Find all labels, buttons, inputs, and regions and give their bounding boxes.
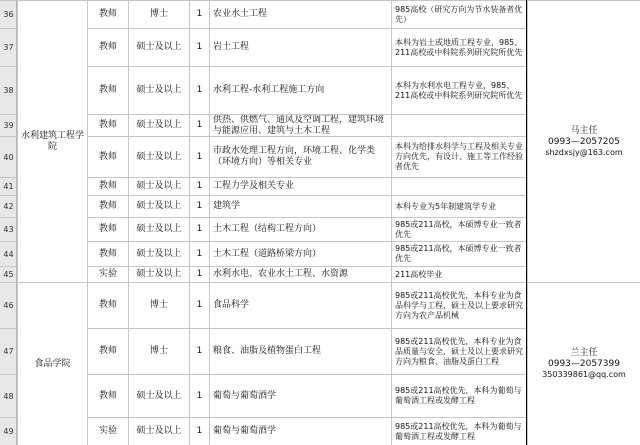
row-number[interactable]: 38 [0, 66, 17, 114]
education-cell[interactable]: 硕士及以上 [128, 114, 189, 136]
requirement-cell[interactable]: 211高校毕业 [391, 266, 527, 282]
contact-name: 兰主任 [570, 348, 598, 358]
major-cell[interactable]: 葡萄与葡萄酒学 [209, 374, 391, 417]
count-cell[interactable]: 1 [189, 195, 209, 217]
education-cell[interactable]: 硕士及以上 [128, 266, 189, 282]
education-cell[interactable]: 硕士及以上 [128, 195, 189, 217]
row-number[interactable]: 45 [0, 266, 17, 282]
row-number[interactable]: 43 [0, 217, 17, 241]
requirement-cell[interactable] [391, 114, 527, 136]
count-cell[interactable]: 1 [189, 0, 209, 28]
count-cell[interactable]: 1 [189, 136, 209, 177]
requirement-cell[interactable]: 985或211高校优先，本科为葡萄与葡萄酒工程或发酵工程 [391, 374, 527, 417]
row-number[interactable]: 44 [0, 241, 17, 266]
row-number[interactable]: 37 [0, 28, 17, 66]
education-cell[interactable]: 硕士及以上 [128, 177, 189, 195]
count-cell[interactable]: 1 [189, 417, 209, 445]
count-cell[interactable]: 1 [189, 177, 209, 195]
contact-phone: 0993—2057399 [548, 359, 620, 369]
count-cell[interactable]: 1 [189, 28, 209, 66]
count-cell[interactable]: 1 [189, 374, 209, 417]
row-number[interactable]: 47 [0, 328, 17, 374]
count-cell[interactable]: 1 [189, 282, 209, 328]
requirement-cell[interactable]: 本科为岩土或地质工程专业，985、211高校或中科院系列研究院所优先 [391, 28, 527, 66]
count-cell[interactable]: 1 [189, 266, 209, 282]
requirement-cell[interactable]: 985高校（研究方向为节水装备者优先） [391, 0, 527, 28]
count-cell[interactable]: 1 [189, 66, 209, 114]
education-cell[interactable]: 博士 [128, 282, 189, 328]
row-number[interactable]: 42 [0, 195, 17, 217]
requirement-cell[interactable]: 本科为水利水电工程专业，985、211高校或中科院系列研究院所优先 [391, 66, 527, 114]
major-cell[interactable]: 市政水处理工程方向，环境工程、化学类（环境方向）等相关专业 [209, 136, 391, 177]
contact-cell-food[interactable] [527, 282, 640, 445]
major-cell[interactable]: 工程力学及相关专业 [209, 177, 391, 195]
major-cell[interactable]: 土木工程（道路桥梁方向） [209, 241, 391, 266]
row-number[interactable]: 41 [0, 177, 17, 195]
staff-type-cell[interactable]: 教师 [87, 66, 128, 114]
row-number[interactable]: 49 [0, 417, 17, 445]
requirement-cell[interactable]: 本科专业为5年制建筑学专业 [391, 195, 527, 217]
requirement-cell[interactable]: 985或211高校，本硕博专业一致者优先 [391, 217, 527, 241]
staff-type-cell[interactable]: 实验 [87, 266, 128, 282]
count-cell[interactable]: 1 [189, 114, 209, 136]
college-cell-water[interactable]: 水利建筑工程学院 [17, 0, 87, 282]
staff-type-cell[interactable]: 实验 [87, 417, 128, 445]
count-cell[interactable]: 1 [189, 328, 209, 374]
major-cell[interactable]: 食品科学 [209, 282, 391, 328]
staff-type-cell[interactable]: 教师 [87, 241, 128, 266]
row-number[interactable]: 48 [0, 374, 17, 417]
staff-type-cell[interactable]: 教师 [87, 28, 128, 66]
staff-type-cell[interactable]: 教师 [87, 328, 128, 374]
major-cell[interactable]: 水利水电、农业水土工程、水资源 [209, 266, 391, 282]
education-cell[interactable]: 博士 [128, 0, 189, 28]
count-cell[interactable]: 1 [189, 241, 209, 266]
major-cell[interactable]: 土木工程（结构工程方向） [209, 217, 391, 241]
staff-type-cell[interactable]: 教师 [87, 195, 128, 217]
staff-type-cell[interactable]: 教师 [87, 114, 128, 136]
staff-type-cell[interactable]: 教师 [87, 177, 128, 195]
staff-type-cell[interactable]: 教师 [87, 217, 128, 241]
requirement-cell[interactable]: 985或211高校优先，本科专业为食品质量与安全，硕士及以上要求研究方向为粮食、油脂及蛋白工程 [391, 328, 527, 374]
row-number[interactable]: 36 [0, 0, 17, 28]
major-cell[interactable]: 葡萄与葡萄酒学 [209, 417, 391, 445]
education-cell[interactable]: 硕士及以上 [128, 136, 189, 177]
row-number[interactable]: 39 [0, 114, 17, 136]
major-cell[interactable]: 岩土工程 [209, 28, 391, 66]
major-cell[interactable]: 农业水土工程 [209, 0, 391, 28]
row-number[interactable]: 46 [0, 282, 17, 328]
contact-name: 马主任 [570, 125, 598, 136]
major-cell[interactable]: 建筑学 [209, 195, 391, 217]
staff-type-cell[interactable]: 教师 [87, 0, 128, 28]
requirement-cell[interactable]: 985或211高校，本硕博专业一致者优先 [391, 241, 527, 266]
requirement-cell[interactable] [391, 177, 527, 195]
requirement-cell[interactable]: 本科为给排水科学与工程及相关专业方向优先，有设计、施工等工作经验者优先 [391, 136, 527, 177]
major-cell[interactable]: 供热、供燃气、通风及空调工程，建筑环境与能源应用、建筑与土木工程 [209, 114, 391, 136]
contact-email: 350339861@qq.com [542, 370, 626, 379]
education-cell[interactable]: 硕士及以上 [128, 241, 189, 266]
staff-type-cell[interactable]: 教师 [87, 374, 128, 417]
education-cell[interactable]: 硕士及以上 [128, 28, 189, 66]
contact-phone: 0993—2057205 [548, 136, 620, 147]
education-cell[interactable]: 博士 [128, 328, 189, 374]
major-cell[interactable]: 粮食、油脂及植物蛋白工程 [209, 328, 391, 374]
count-cell[interactable]: 1 [189, 217, 209, 241]
education-cell[interactable]: 硕士及以上 [128, 217, 189, 241]
row-number[interactable]: 40 [0, 136, 17, 177]
column-divider [526, 0, 527, 445]
contact-cell-water[interactable] [527, 0, 640, 282]
education-cell[interactable]: 硕士及以上 [128, 66, 189, 114]
college-cell-food[interactable]: 食品学院 [17, 282, 87, 445]
requirement-cell[interactable]: 985或211高校优先，本科为葡萄与葡萄酒工程或发酵工程 [391, 417, 527, 445]
major-cell[interactable]: 水利工程-水利工程施工方向 [209, 66, 391, 114]
staff-type-cell[interactable]: 教师 [87, 136, 128, 177]
staff-type-cell[interactable]: 教师 [87, 282, 128, 328]
contact-email: shzdxsjy@163.com [545, 147, 623, 157]
education-cell[interactable]: 硕士及以上 [128, 374, 189, 417]
education-cell[interactable]: 硕士及以上 [128, 417, 189, 445]
requirement-cell[interactable]: 985或211高校优先，本科专业为食品科学与工程，硕士及以上要求研究方向为农产品机械 [391, 282, 527, 328]
